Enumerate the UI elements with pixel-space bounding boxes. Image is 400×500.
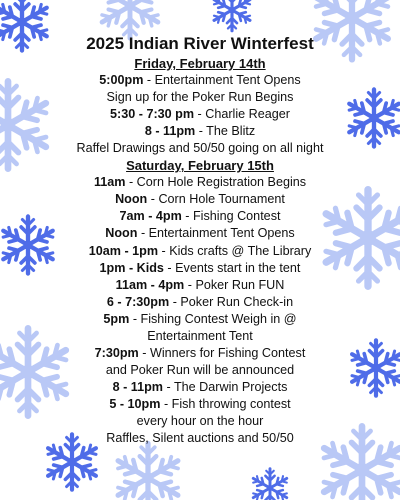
event-schedule [0, 34, 400, 447]
schedule-item: Noon - Entertainment Tent Opens [105, 226, 295, 241]
schedule-item: 5 - 10pm - Fish throwing contest [109, 396, 291, 411]
schedule-item: Noon - Corn Hole Tournament [115, 192, 285, 207]
schedule-item: Entertainment Tent [147, 328, 253, 343]
day-heading-friday: Friday, February 14th [134, 56, 266, 71]
schedule-item: 1pm - Kids - Events start in the tent [99, 260, 301, 275]
snowflake-icon [114, 444, 182, 500]
page-title: 2025 Indian River Winterfest [86, 34, 314, 53]
schedule-item: 7:30pm - Winners for Fishing Contest [94, 345, 306, 360]
schedule-item: 11am - Corn Hole Registration Begins [93, 175, 307, 190]
schedule-item: and Poker Run will be announced [105, 362, 295, 377]
schedule-item: Raffles, Silent auctions and 50/50 [106, 431, 294, 446]
schedule-item: 5pm - Fishing Contest Weigh in @ [103, 311, 297, 326]
schedule-item: 8 - 11pm - The Blitz [144, 124, 256, 139]
schedule-item: Sign up for the Poker Run Begins [106, 90, 294, 105]
schedule-item: 7am - 4pm - Fishing Contest [119, 209, 281, 224]
schedule-item: 11am - 4pm - Poker Run FUN [115, 277, 285, 292]
schedule-item: 5:30 - 7:30 pm - Charlie Reager [110, 107, 290, 122]
snowflake-icon [212, 0, 253, 31]
schedule-item: 5:00pm - Entertainment Tent Opens [99, 73, 301, 88]
day-heading-saturday: Saturday, February 15th [126, 158, 274, 174]
schedule-item: 6 - 7:30pm - Poker Run Check-in [106, 294, 294, 309]
snowflake-icon [98, 0, 161, 38]
schedule-item: 8 - 11pm - The Darwin Projects [112, 379, 288, 394]
schedule-item: every hour on the hour [136, 413, 264, 428]
schedule-item: Raffel Drawings and 50/50 going on all night [76, 141, 324, 156]
schedule-item: 10am - 1pm - Kids crafts @ The Library [88, 243, 312, 258]
snowflake-icon [251, 469, 289, 500]
